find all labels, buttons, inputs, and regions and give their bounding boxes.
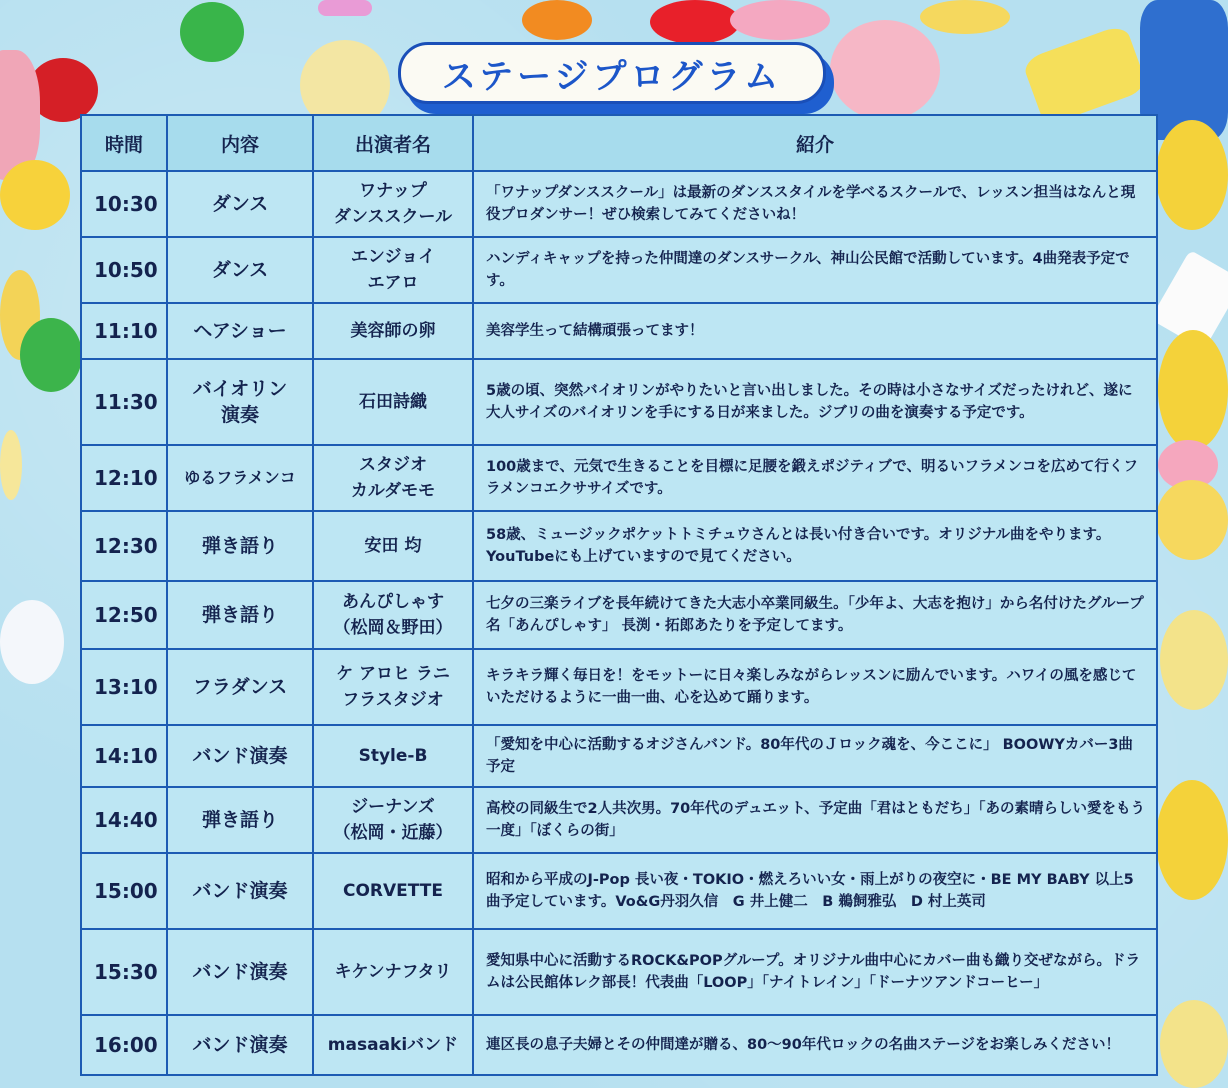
row-performer-line: （松岡＆野田） xyxy=(333,618,453,638)
table-row xyxy=(81,1015,1157,1075)
table-row xyxy=(81,445,1157,511)
table-row xyxy=(81,787,1157,853)
row-content xyxy=(167,725,313,787)
confetti-dot xyxy=(0,600,64,684)
table-row xyxy=(81,171,1157,237)
row-performer xyxy=(313,511,473,581)
confetti-dot xyxy=(1021,23,1148,126)
table-header-row xyxy=(81,115,1157,171)
table-row xyxy=(81,303,1157,359)
row-time: 12:50 xyxy=(81,581,167,649)
row-performer-line: 石田詩織 xyxy=(359,392,427,412)
row-content xyxy=(167,853,313,929)
page-title: ステージプログラム xyxy=(398,42,826,104)
row-performer xyxy=(313,787,473,853)
row-performer-line: カルダモモ xyxy=(350,481,436,501)
row-content-line: ダンス xyxy=(211,259,269,281)
row-time: 14:40 xyxy=(81,787,167,853)
row-content-line: バンド演奏 xyxy=(192,961,288,983)
row-performer-line: （松岡・近藤） xyxy=(333,823,453,843)
row-time: 12:10 xyxy=(81,445,167,511)
row-content xyxy=(167,237,313,303)
row-performer xyxy=(313,1015,473,1075)
row-performer xyxy=(313,303,473,359)
confetti-dot xyxy=(20,318,82,392)
row-performer-line: あんぴしゃす xyxy=(342,592,444,612)
row-time: 11:30 xyxy=(81,359,167,445)
table-row xyxy=(81,929,1157,1015)
table-row xyxy=(81,649,1157,725)
confetti-dot xyxy=(0,430,22,500)
row-performer-line: 美容師の卵 xyxy=(350,321,436,341)
row-performer-line: フラスタジオ xyxy=(342,690,444,710)
row-time: 10:30 xyxy=(81,171,167,237)
table-row xyxy=(81,581,1157,649)
row-content-line: バイオリン xyxy=(192,378,288,400)
row-content xyxy=(167,581,313,649)
stage-program-table xyxy=(80,114,1158,1076)
confetti-dot xyxy=(1158,330,1228,450)
row-performer xyxy=(313,359,473,445)
row-content xyxy=(167,1015,313,1075)
table-row xyxy=(81,511,1157,581)
row-performer-line: ダンススクール xyxy=(333,207,453,227)
row-content-line: 弾き語り xyxy=(201,809,278,831)
row-content-line: フラダンス xyxy=(192,676,288,698)
row-performer-line: CORVETTE xyxy=(343,881,443,901)
row-content-line: ゆるフラメンコ xyxy=(184,468,296,487)
row-content-line: 弾き語り xyxy=(201,604,278,626)
row-introduction: 昭和から平成のJ-Pop 長い夜・TOKIO・燃えろいい女・雨上がりの夜空に・BE MY BABY 以上5曲予定しています。Vo&G丹羽久信 G 井上健二 B 鵜飼雅弘 D 村上英司 xyxy=(473,853,1157,929)
row-performer-line: Style-B xyxy=(358,746,428,766)
row-introduction: 愛知県中心に活動するROCK&POPグループ。オリジナル曲中心にカバー曲も織り交ぜながら。ドラムは公民館体レク部長！代表曲「LOOP」「ナイトレイン」「ドーナツアンドコーヒー」 xyxy=(473,929,1157,1015)
row-introduction: 「愛知を中心に活動するオジさんバンド。80年代のＪロック魂を、今ここに」 BOOWYカバー3曲予定 xyxy=(473,725,1157,787)
confetti-dot xyxy=(0,160,70,230)
row-content xyxy=(167,649,313,725)
column-header-time: 時間 xyxy=(81,115,167,171)
confetti-dot xyxy=(920,0,1010,34)
row-content xyxy=(167,303,313,359)
row-introduction: ハンディキャップを持った仲間達のダンスサークル、神山公民館で活動しています。4曲発表予定です。 xyxy=(473,237,1157,303)
row-content-line: バンド演奏 xyxy=(192,1034,288,1056)
row-performer xyxy=(313,445,473,511)
row-time: 16:00 xyxy=(81,1015,167,1075)
row-introduction: 美容学生って結構頑張ってます！ xyxy=(473,303,1157,359)
confetti-dot xyxy=(1160,1000,1228,1088)
row-content-line: ダンス xyxy=(211,193,269,215)
column-header-performer: 出演者名 xyxy=(313,115,473,171)
row-introduction: 高校の同級生で2人共次男。70年代のデュエット、予定曲「君はともだち」「あの素晴らしい愛をもう一度」「ぼくらの街」 xyxy=(473,787,1157,853)
row-content-line: バンド演奏 xyxy=(192,745,288,767)
column-header-introduction: 紹介 xyxy=(473,115,1157,171)
row-time: 15:30 xyxy=(81,929,167,1015)
row-content xyxy=(167,787,313,853)
row-content-line: ヘアショー xyxy=(193,320,287,342)
row-performer xyxy=(313,725,473,787)
row-performer-line: ワナップ xyxy=(359,181,427,201)
table-row xyxy=(81,853,1157,929)
row-performer xyxy=(313,171,473,237)
row-introduction: 5歳の頃、突然バイオリンがやりたいと言い出しました。その時は小さなサイズだったけれど、遂に大人サイズのバイオリンを手にする日が来ました。ジブリの曲を演奏する予定です。 xyxy=(473,359,1157,445)
row-content-line: 弾き語り xyxy=(201,535,278,557)
confetti-dot xyxy=(1156,780,1228,900)
row-performer-line: ケ アロヒ ラニ xyxy=(336,664,450,684)
confetti-dot xyxy=(650,0,740,44)
column-header-content: 内容 xyxy=(167,115,313,171)
row-time: 15:00 xyxy=(81,853,167,929)
confetti-dot xyxy=(830,20,940,120)
row-introduction: 100歳まで、元気で生きることを目標に足腰を鍛えポジティブで、明るいフラメンコを広めて行くフラメンコエクササイズです。 xyxy=(473,445,1157,511)
confetti-dot xyxy=(522,0,592,40)
row-content xyxy=(167,171,313,237)
row-time: 13:10 xyxy=(81,649,167,725)
row-introduction: 58歳、ミュージックポケットトミチュウさんとは長い付き合いです。オリジナル曲をやります。YouTubeにも上げていますので見てください。 xyxy=(473,511,1157,581)
row-introduction: 連区長の息子夫婦とその仲間達が贈る、80〜90年代ロックの名曲ステージをお楽しみください！ xyxy=(473,1015,1157,1075)
row-performer xyxy=(313,649,473,725)
row-performer-line: エアロ xyxy=(367,273,419,293)
row-performer-line: masaakiバンド xyxy=(327,1035,459,1055)
row-content xyxy=(167,445,313,511)
row-time: 12:30 xyxy=(81,511,167,581)
row-introduction: 七夕の三楽ライブを長年続けてきた大志小卒業同級生。「少年よ、大志を抱け」から名付けたグループ名「あんぴしゃす」 長渕・拓郎あたりを予定してます。 xyxy=(473,581,1157,649)
row-performer-line: ジーナンズ xyxy=(351,797,435,817)
row-performer xyxy=(313,237,473,303)
row-introduction: キラキラ輝く毎日を！をモットーに日々楽しみながらレッスンに励んでいます。ハワイの風を感じていただけるように一曲一曲、心を込めて踊ります。 xyxy=(473,649,1157,725)
confetti-dot xyxy=(180,2,244,62)
row-introduction: 「ワナップダンススクール」は最新のダンススタイルを学べるスクールで、レッスン担当はなんと現役プロダンサー！ぜひ検索してみてくださいね！ xyxy=(473,171,1157,237)
row-performer-line: エンジョイ xyxy=(350,247,436,267)
row-content-line: 演奏 xyxy=(220,404,259,426)
confetti-dot xyxy=(1160,610,1228,710)
row-performer xyxy=(313,929,473,1015)
row-content xyxy=(167,511,313,581)
row-time: 14:10 xyxy=(81,725,167,787)
confetti-dot xyxy=(730,0,830,40)
table-row xyxy=(81,725,1157,787)
confetti-dot xyxy=(1156,120,1228,230)
row-time: 10:50 xyxy=(81,237,167,303)
row-content xyxy=(167,359,313,445)
row-content-line: バンド演奏 xyxy=(192,880,288,902)
row-performer-line: キケンナフタリ xyxy=(334,962,452,982)
row-content xyxy=(167,929,313,1015)
title-banner xyxy=(398,42,830,110)
row-performer xyxy=(313,581,473,649)
table-row xyxy=(81,237,1157,303)
confetti-dot xyxy=(1156,480,1228,560)
row-time: 11:10 xyxy=(81,303,167,359)
table-row xyxy=(81,359,1157,445)
confetti-dot xyxy=(318,0,372,16)
row-performer-line: 安田 均 xyxy=(364,536,422,556)
row-performer xyxy=(313,853,473,929)
row-performer-line: スタジオ xyxy=(359,455,427,475)
